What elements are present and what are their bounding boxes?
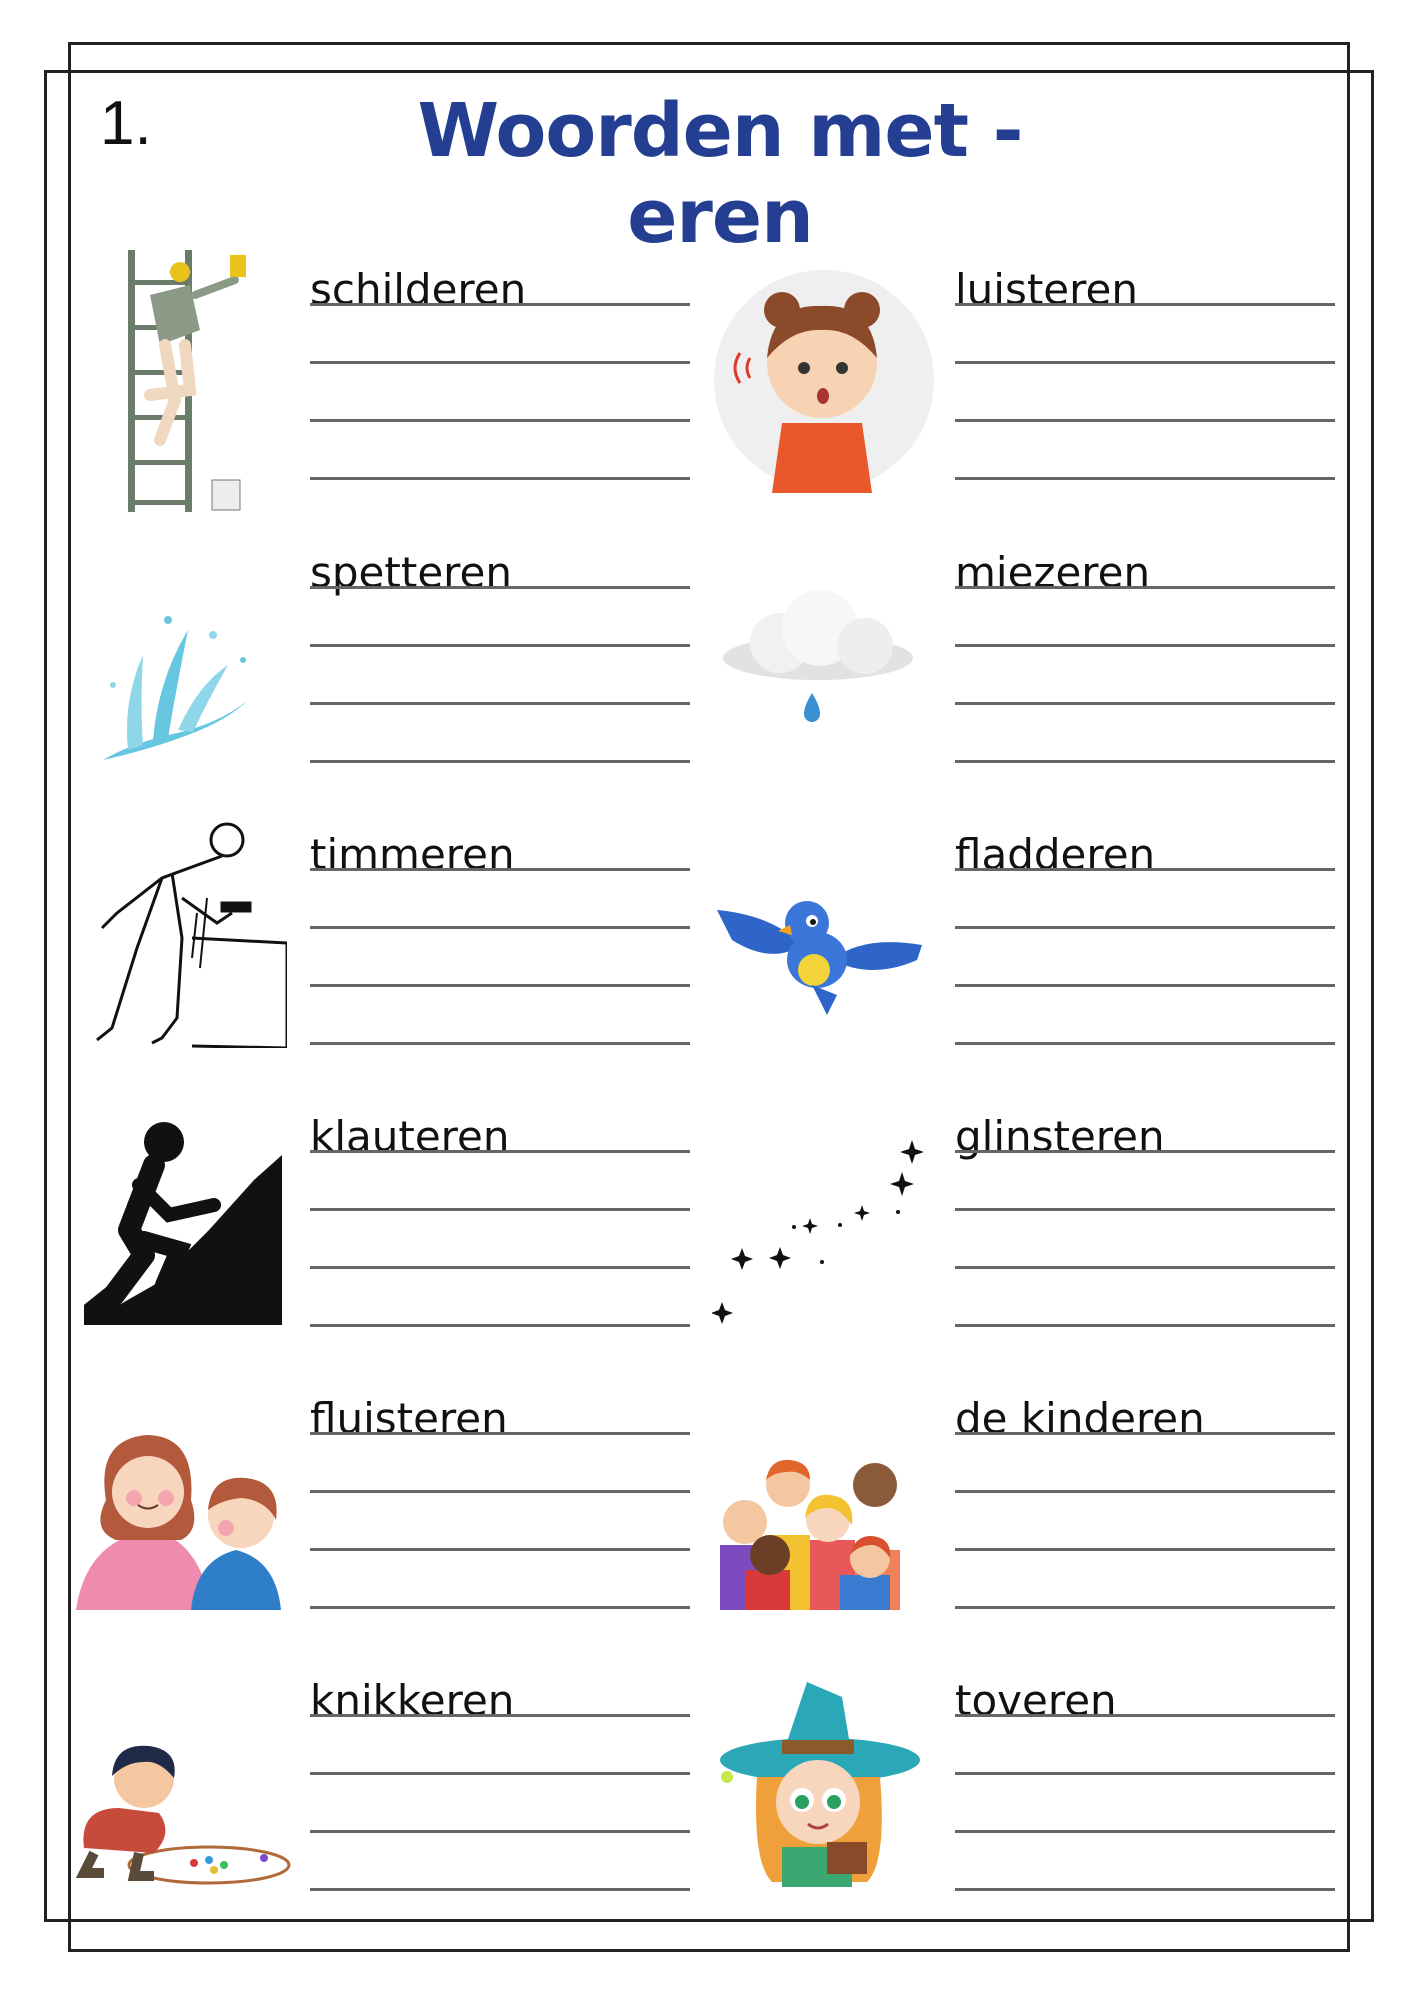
writing-line[interactable]	[310, 1772, 690, 1775]
entry-spetteren	[310, 548, 690, 793]
writing-line[interactable]	[310, 586, 690, 589]
writing-line[interactable]	[955, 586, 1335, 589]
writing-line[interactable]	[310, 926, 690, 929]
writing-line[interactable]	[955, 1888, 1335, 1891]
writing-line[interactable]	[310, 477, 690, 480]
writing-line[interactable]	[310, 984, 690, 987]
writing-line[interactable]	[310, 419, 690, 422]
entry-fluisteren	[310, 1394, 690, 1639]
writing-line[interactable]	[955, 1208, 1335, 1211]
word-label: toveren	[955, 1676, 1117, 1725]
boy-playing-marbles-icon	[64, 1738, 294, 1888]
writing-line[interactable]	[955, 419, 1335, 422]
entry-timmeren	[310, 830, 690, 1075]
writing-line[interactable]	[310, 1266, 690, 1269]
writing-line[interactable]	[310, 702, 690, 705]
sheet-title: Woorden met -eren	[417, 88, 1023, 260]
word-label: de kinderen	[955, 1394, 1205, 1443]
writing-line[interactable]	[310, 644, 690, 647]
writing-line[interactable]	[955, 1042, 1335, 1045]
writing-line[interactable]	[310, 1830, 690, 1833]
writing-line[interactable]	[310, 1548, 690, 1551]
entry-de-kinderen	[955, 1394, 1335, 1639]
writing-line[interactable]	[955, 303, 1335, 306]
writing-line[interactable]	[310, 1490, 690, 1493]
writing-line[interactable]	[955, 1830, 1335, 1833]
entry-klauteren	[310, 1112, 690, 1357]
water-splash-icon	[98, 610, 258, 765]
entry-fladderen	[955, 830, 1335, 1075]
drizzle-cloud-icon	[720, 588, 915, 728]
writing-line[interactable]	[955, 644, 1335, 647]
word-label: knikkeren	[310, 1676, 515, 1725]
writing-line[interactable]	[310, 1432, 690, 1435]
writing-line[interactable]	[955, 760, 1335, 763]
word-label: miezeren	[955, 548, 1151, 597]
entry-knikkeren	[310, 1676, 690, 1921]
writing-line[interactable]	[955, 702, 1335, 705]
word-label: luisteren	[955, 265, 1138, 314]
writing-line[interactable]	[310, 1150, 690, 1153]
writing-line[interactable]	[955, 1714, 1335, 1717]
climber-silhouette-icon	[84, 1120, 282, 1325]
writing-line[interactable]	[955, 1606, 1335, 1609]
painter-on-ladder-icon	[110, 250, 260, 515]
entry-glinsteren	[955, 1112, 1335, 1357]
writing-line[interactable]	[955, 984, 1335, 987]
entry-toveren	[955, 1676, 1335, 1921]
entry-schilderen	[310, 265, 690, 510]
word-label: timmeren	[310, 830, 515, 879]
writing-line[interactable]	[310, 361, 690, 364]
word-label: schilderen	[310, 265, 527, 314]
entry-luisteren	[955, 265, 1335, 510]
writing-line[interactable]	[955, 1772, 1335, 1775]
writing-line[interactable]	[955, 1324, 1335, 1327]
writing-line[interactable]	[310, 1324, 690, 1327]
writing-line[interactable]	[310, 1714, 690, 1717]
flying-bird-icon	[712, 885, 927, 1020]
word-label: klauteren	[310, 1112, 510, 1161]
group-of-children-icon	[710, 1440, 930, 1610]
word-label: spetteren	[310, 548, 512, 597]
writing-line[interactable]	[955, 1432, 1335, 1435]
writing-line[interactable]	[310, 1606, 690, 1609]
word-label: glinsteren	[955, 1112, 1165, 1161]
writing-line[interactable]	[955, 868, 1335, 871]
writing-line[interactable]	[955, 1548, 1335, 1551]
writing-line[interactable]	[955, 1266, 1335, 1269]
writing-line[interactable]	[310, 1208, 690, 1211]
little-witch-icon	[712, 1682, 922, 1902]
listening-girl-icon	[712, 268, 937, 493]
sheet-number: 1.	[100, 89, 152, 158]
writing-line[interactable]	[955, 926, 1335, 929]
word-label: fladderen	[955, 830, 1156, 879]
carpenter-hammering-icon	[82, 818, 287, 1048]
entry-miezeren	[955, 548, 1335, 793]
writing-line[interactable]	[955, 1150, 1335, 1153]
writing-line[interactable]	[955, 1490, 1335, 1493]
writing-line[interactable]	[955, 477, 1335, 480]
writing-line[interactable]	[955, 361, 1335, 364]
sparkling-stars-icon	[712, 1130, 932, 1330]
writing-line[interactable]	[310, 1888, 690, 1891]
word-label: fluisteren	[310, 1394, 508, 1443]
writing-line[interactable]	[310, 1042, 690, 1045]
writing-line[interactable]	[310, 868, 690, 871]
writing-line[interactable]	[310, 303, 690, 306]
whispering-child-icon	[76, 1430, 281, 1610]
writing-line[interactable]	[310, 760, 690, 763]
